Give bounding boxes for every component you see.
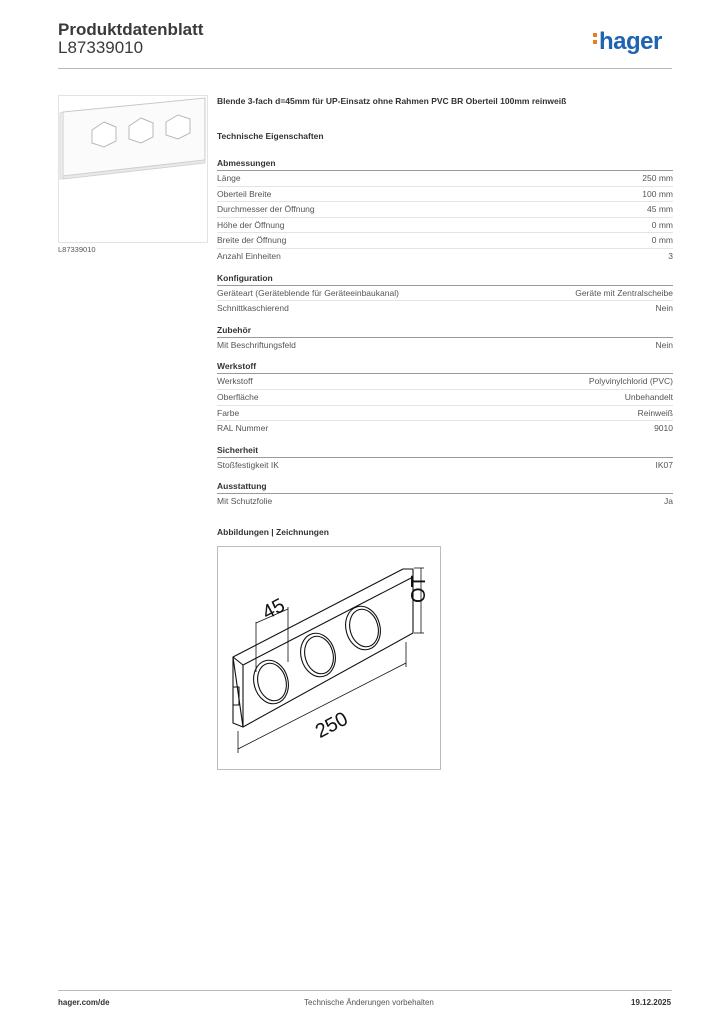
property-value: Nein <box>655 339 673 350</box>
figures-heading: Abbildungen | Zeichnungen <box>217 527 329 537</box>
dimension-diameter-label: 45 <box>258 594 289 625</box>
property-value: Geräte mit Zentralscheibe <box>575 287 673 298</box>
group-heading: Ausstattung <box>217 481 673 494</box>
property-value: Ja <box>664 496 673 507</box>
property-label: Geräteart (Geräteblende für Geräteeinbaukanal) <box>217 287 399 298</box>
dimension-height-label: OT <box>408 575 430 603</box>
property-label: Schnittkaschierend <box>217 303 289 314</box>
property-value: 45 mm <box>647 204 673 215</box>
group-heading: Zubehör <box>217 325 673 338</box>
logo-dots-icon <box>593 30 597 47</box>
property-row <box>217 338 673 353</box>
product-details <box>217 96 673 509</box>
property-list <box>217 374 673 435</box>
property-row <box>217 171 673 187</box>
property-label: Mit Schutzfolie <box>217 496 273 507</box>
property-row <box>217 494 673 509</box>
property-row <box>217 249 673 264</box>
technical-properties-heading: Technische Eigenschaften <box>217 131 324 141</box>
footer-divider <box>58 990 672 991</box>
hager-logo[interactable] <box>593 28 662 56</box>
footer-notice: Technische Änderungen vorbehalten <box>304 998 434 1007</box>
property-value: Polyvinylchlorid (PVC) <box>588 376 673 387</box>
property-value: 0 mm <box>651 219 673 230</box>
property-row <box>217 286 673 302</box>
property-value: Nein <box>655 303 673 314</box>
property-value: Unbehandelt <box>624 391 673 402</box>
property-groups <box>217 158 673 509</box>
property-list <box>217 171 673 264</box>
group-heading: Sicherheit <box>217 445 673 458</box>
property-list <box>217 494 673 509</box>
property-value: 3 <box>668 250 673 261</box>
group-heading: Werkstoff <box>217 361 673 374</box>
property-label: Oberfläche <box>217 391 259 402</box>
property-row <box>217 187 673 203</box>
property-label: Stoßfestigkeit IK <box>217 459 279 470</box>
article-number: L87339010 <box>58 38 144 57</box>
property-value: 9010 <box>654 423 673 434</box>
property-row <box>217 218 673 234</box>
property-row <box>217 301 673 316</box>
group-heading: Konfiguration <box>217 273 673 286</box>
property-label: Oberteil Breite <box>217 188 272 199</box>
property-label: RAL Nummer <box>217 423 269 434</box>
property-value: Reinweiß <box>637 407 673 418</box>
dimension-length-label: 250 <box>311 707 352 743</box>
property-list <box>217 338 673 353</box>
footer-date: 19.12.2025 <box>631 998 672 1007</box>
property-label: Höhe der Öffnung <box>217 219 285 230</box>
property-label: Werkstoff <box>217 376 253 387</box>
property-label: Breite der Öffnung <box>217 235 287 246</box>
property-label: Anzahl Einheiten <box>217 250 281 261</box>
property-label: Mit Beschriftungsfeld <box>217 339 296 350</box>
property-row <box>217 406 673 422</box>
property-row <box>217 374 673 390</box>
property-row <box>217 421 673 436</box>
property-label: Farbe <box>217 407 240 418</box>
property-row <box>217 202 673 218</box>
footer-website-link[interactable]: hager.com/de <box>58 998 110 1007</box>
header-divider <box>58 68 672 69</box>
cover-plate-image <box>59 96 207 242</box>
product-thumbnail <box>58 95 208 243</box>
property-row <box>217 233 673 249</box>
logo-text: hager <box>599 28 662 55</box>
technical-drawing <box>217 546 441 770</box>
group-heading: Abmessungen <box>217 158 673 171</box>
property-list <box>217 286 673 316</box>
property-value: IK07 <box>655 459 673 470</box>
page-title: Produktdatenblatt <box>58 20 204 39</box>
property-label: Länge <box>217 173 241 183</box>
product-description: Blende 3-fach d=45mm für UP-Einsatz ohne Rahmen PVC BR Oberteil 100mm reinweiß <box>217 96 567 106</box>
property-row <box>217 458 673 473</box>
property-list <box>217 458 673 473</box>
thumbnail-caption: L87339010 <box>58 245 96 254</box>
property-value: 100 mm <box>642 188 673 199</box>
property-value: 0 mm <box>651 235 673 246</box>
property-value: 250 mm <box>642 173 673 183</box>
property-label: Durchmesser der Öffnung <box>217 204 315 215</box>
property-row <box>217 390 673 406</box>
